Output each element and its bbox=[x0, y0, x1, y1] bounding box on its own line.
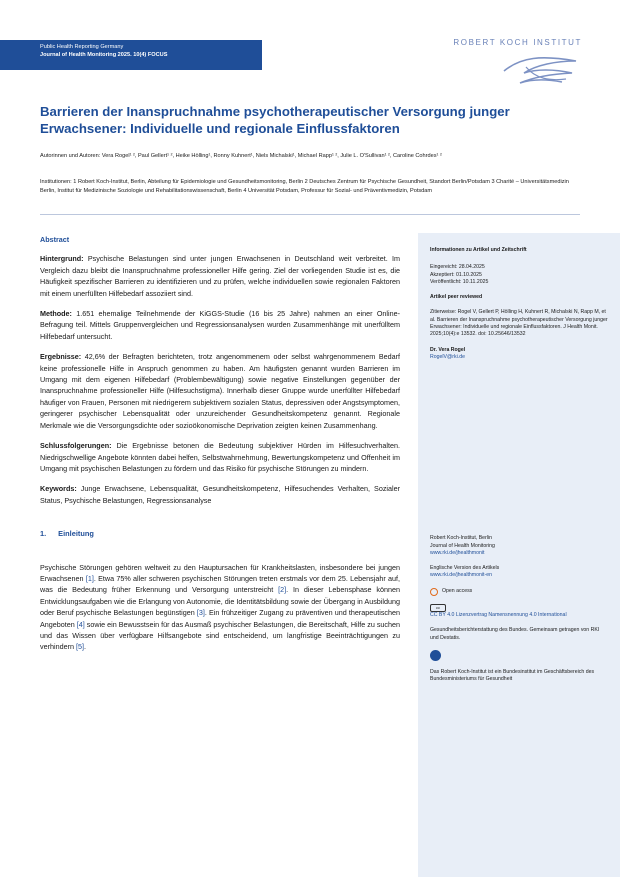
english-version-link[interactable]: www.rki.de/jhealthmonit-en bbox=[430, 572, 492, 579]
paragraph-lead: Schlussfolgerungen: bbox=[40, 441, 112, 451]
author-list: Autorinnen und Autoren: Vera Rogel¹ ², Paul Gellert¹ ², Heike Hölling¹, Ronny Kuhnert¹, Niels Michalski¹, Michael Rapp¹ ², Julie L. O'Sullivan¹ ², Caroline Cohrdes¹ ² bbox=[40, 153, 442, 159]
institute-logo bbox=[453, 38, 582, 92]
open-access-label: Open access bbox=[442, 587, 473, 594]
contact-name: Dr. Vera Rogel bbox=[430, 346, 466, 353]
abstract-heading: Abstract bbox=[40, 235, 70, 244]
header-line-1: Public Health Reporting Germany bbox=[40, 44, 124, 50]
journal-name: Journal of Health Monitoring bbox=[430, 542, 495, 549]
article-info-sidebar bbox=[418, 233, 620, 877]
open-access-row bbox=[430, 588, 608, 596]
license-block bbox=[430, 604, 608, 620]
publication-dates bbox=[430, 264, 608, 286]
abstract-background bbox=[40, 253, 400, 299]
english-version-label: Englische Version des Artikels bbox=[430, 565, 500, 572]
affiliations: Institutionen: 1 Robert Koch-Institut, Berlin, Abteilung für Epidemiologie und Gesundheitsmonitoring, Berlin 2 Deutsches Zentrum für Psychische Gesundheit, Standort Berlin/Potsdam 3 Charité – Universitätsmedizin Berlin, Institut für Medizinische Soziologie und Rehabilitationswissenschaft, Berlin 4 Universität Potsdam, Professur für Sozial- und Präventivmedizin, Potsdam bbox=[40, 179, 569, 194]
paragraph-text: Die Ergebnisse betonen die Bedeutung subjektiver Hürden im Hilfesuchverhalten. Niedrigschwellige Angebote könnten dabei helfen, Selbstwahrnehmung, Bewertungskompetenz und Offenheit im Umgang mit psychischen Belastungen zu fördern und das Risiko für psychische Störungen zu mindern. bbox=[40, 441, 400, 473]
date-accepted: Akzeptiert: 01.10.2025 bbox=[430, 271, 482, 278]
rki-eagle-icon bbox=[496, 51, 582, 87]
journal-url-link[interactable]: www.rki.de/jhealthmonit bbox=[430, 549, 485, 556]
citation-text: Zitierweise: Rogel V, Gellert P, Hölling H, Kuhnert R, Michalski N, Rapp M, et al. Barrieren der Inanspruchnahme psychotherapeutischer Versorgung junger Erwachsener: Individuelle und regionale Einflussfaktoren. J Health Monit. 2025;10(4):e 13532. doi: 10.25646/13532 bbox=[430, 309, 608, 338]
date-published: Veröffentlicht: 10.11.2025 bbox=[430, 278, 489, 285]
intro-text: Psychische Störungen gehören weltweit zu den Hauptursachen für Krankheitslasten, insbesondere bei jungen Erwachsenen bbox=[40, 562, 400, 583]
date-submitted: Eingereicht: 28.04.2025 bbox=[430, 264, 485, 271]
federal-eagle-icon bbox=[430, 650, 441, 661]
paragraph-text: Junge Erwachsene, Lebensqualität, Gesundheitskompetenz, Hilfesuchendes Verhalten, Sozialer Status, Psychische Belastungen, Regressionsanalyse bbox=[40, 484, 400, 505]
sidebar-spacer bbox=[430, 369, 608, 535]
license-link[interactable]: CC BY 4.0 Lizenzvertrag Namensnennung 4.0 International bbox=[430, 612, 567, 619]
abstract-keywords bbox=[40, 483, 400, 506]
ministry-block bbox=[430, 650, 608, 661]
intro-text: . bbox=[83, 642, 86, 652]
citation-link[interactable]: [4] bbox=[76, 619, 85, 629]
abstract-results bbox=[40, 351, 400, 431]
section-heading-introduction bbox=[40, 528, 400, 539]
header-line-2: Journal of Health Monitoring 2025. 10(4) FOCUS bbox=[40, 52, 168, 58]
section-number: 1. bbox=[40, 529, 47, 539]
abstract-methods bbox=[40, 308, 400, 342]
reporting-note: Gesundheitsberichterstattung des Bundes. Gemeinsam getragen von RKI und Destatis. bbox=[430, 627, 600, 641]
institute-name: ROBERT KOCH INSTITUT bbox=[453, 38, 582, 47]
intro-text: . Etwa 75% aller schweren psychischen Störungen treten erstmals vor dem 25. Lebensjahr auf, was die Bedeutung früher Erkennung und Versorgung unterstreicht bbox=[40, 573, 401, 595]
introduction-paragraph bbox=[40, 562, 400, 653]
paragraph-text: 42,6% der Befragten berichteten, trotz angenommenem oder selbst wahrgenommenem Bedarf keine professionelle Hilfe in Anspruch genommen zu haben. Am häufigsten genannt wurden Barrieren im Umgang mit dem eigenen Hilfebedarf (Problembewältigung) sowie negative Einstellungen gegenüber der Inanspruchnahme professioneller Hilfe (Hilfesuchstigma). Innerhalb dieser Gruppe wurde unerfüllter Hilfebedarf häufiger von Frauen, Personen mit niedrigerem subjektivem sozialen Status, depressiven oder Angstsymptomen, geringerer psychischer Lebensqualität oder unzureichender Gesundheitskompetenz genannt. Regionale Merkmale wie die Versorgungsdichte oder sozioökonomische Deprivation zeigten keinen Zusammenhang. bbox=[40, 352, 400, 430]
intro-text: sowie ein Bewusstsein für das Ausmaß psychischer Belastungen, die Bereitschaft, Hilfe zu suchen und das Wissen über verfügbare Hilfsangebote sind entscheidend, um langfristige Beeinträchtigungen zu verhindern bbox=[40, 619, 400, 652]
header-divider bbox=[40, 214, 580, 215]
intro-text: . In dieser Lebensphase können Entwicklungsaufgaben wie die Erlangung von Autonomie, die Identitätsbildung sowie der Übergang in Ausbildung oder Beruf psychische Belastungen begünstigen bbox=[40, 585, 400, 618]
section-title: Einleitung bbox=[58, 529, 94, 539]
paragraph-lead: Keywords: bbox=[40, 484, 77, 494]
article-title: Barrieren der Inanspruchnahme psychotherapeutischer Versorgung junger Erwachsener: Individuelle und regionale Einflussfaktoren bbox=[40, 104, 510, 136]
paragraph-lead: Ergebnisse: bbox=[40, 352, 82, 362]
citation-link[interactable]: [1] bbox=[85, 573, 94, 583]
citation-link[interactable]: [5] bbox=[75, 642, 84, 652]
intro-text: . Ein frühzeitiger Zugang zu präventiven und therapeutischen Angeboten bbox=[40, 608, 401, 629]
main-column bbox=[40, 234, 400, 662]
ministry-note: Das Robert Koch-Institut ist ein Bundesinstitut im Geschäftsbereich des Bundesministeriums für Gesundheit bbox=[430, 668, 595, 683]
paragraph-text: Psychische Belastungen sind unter jungen Erwachsenen in Deutschland weit verbreitet. Im Vergleich dazu bleibt die Inanspruchnahme professioneller Hilfe gering. Ziel der vorliegenden Studie ist es, die Häufigkeit spezifischer Barrieren zu identifizieren und zu prüfen, welche individuellen sowie regionalen Faktoren mit einem unerfüllten Hilfebedarf assoziiert sind. bbox=[40, 254, 400, 298]
publisher-block bbox=[430, 535, 608, 557]
creative-commons-icon: cc bbox=[430, 604, 446, 612]
journal-header-band bbox=[0, 40, 262, 70]
abstract-conclusions bbox=[40, 440, 400, 474]
paragraph-text: 1.651 ehemalige Teilnehmende der KiGGS-Studie (16 bis 25 Jahre) nahmen an einer Online-Befragung teil. Mittels Gruppenvergleichen und Regressionsanalysen wurden Zusammenhänge mit unerfülltem Hilfebedarf untersucht. bbox=[40, 309, 400, 341]
peer-review-note: Artikel peer reviewed bbox=[430, 294, 483, 301]
contact-email-link[interactable]: RogelV@rki.de bbox=[430, 353, 465, 360]
publisher-name: Robert Koch-Institut, Berlin bbox=[430, 535, 492, 542]
contact-block bbox=[430, 347, 608, 362]
paragraph-lead: Methode: bbox=[40, 309, 72, 319]
citation-link[interactable]: [2] bbox=[278, 585, 287, 595]
open-access-icon bbox=[430, 588, 438, 596]
english-version-block bbox=[430, 565, 608, 580]
sidebar-heading: Informationen zu Artikel und Zeitschrift bbox=[430, 247, 527, 253]
citation-link[interactable]: [3] bbox=[196, 608, 205, 618]
paragraph-lead: Hintergrund: bbox=[40, 254, 84, 264]
